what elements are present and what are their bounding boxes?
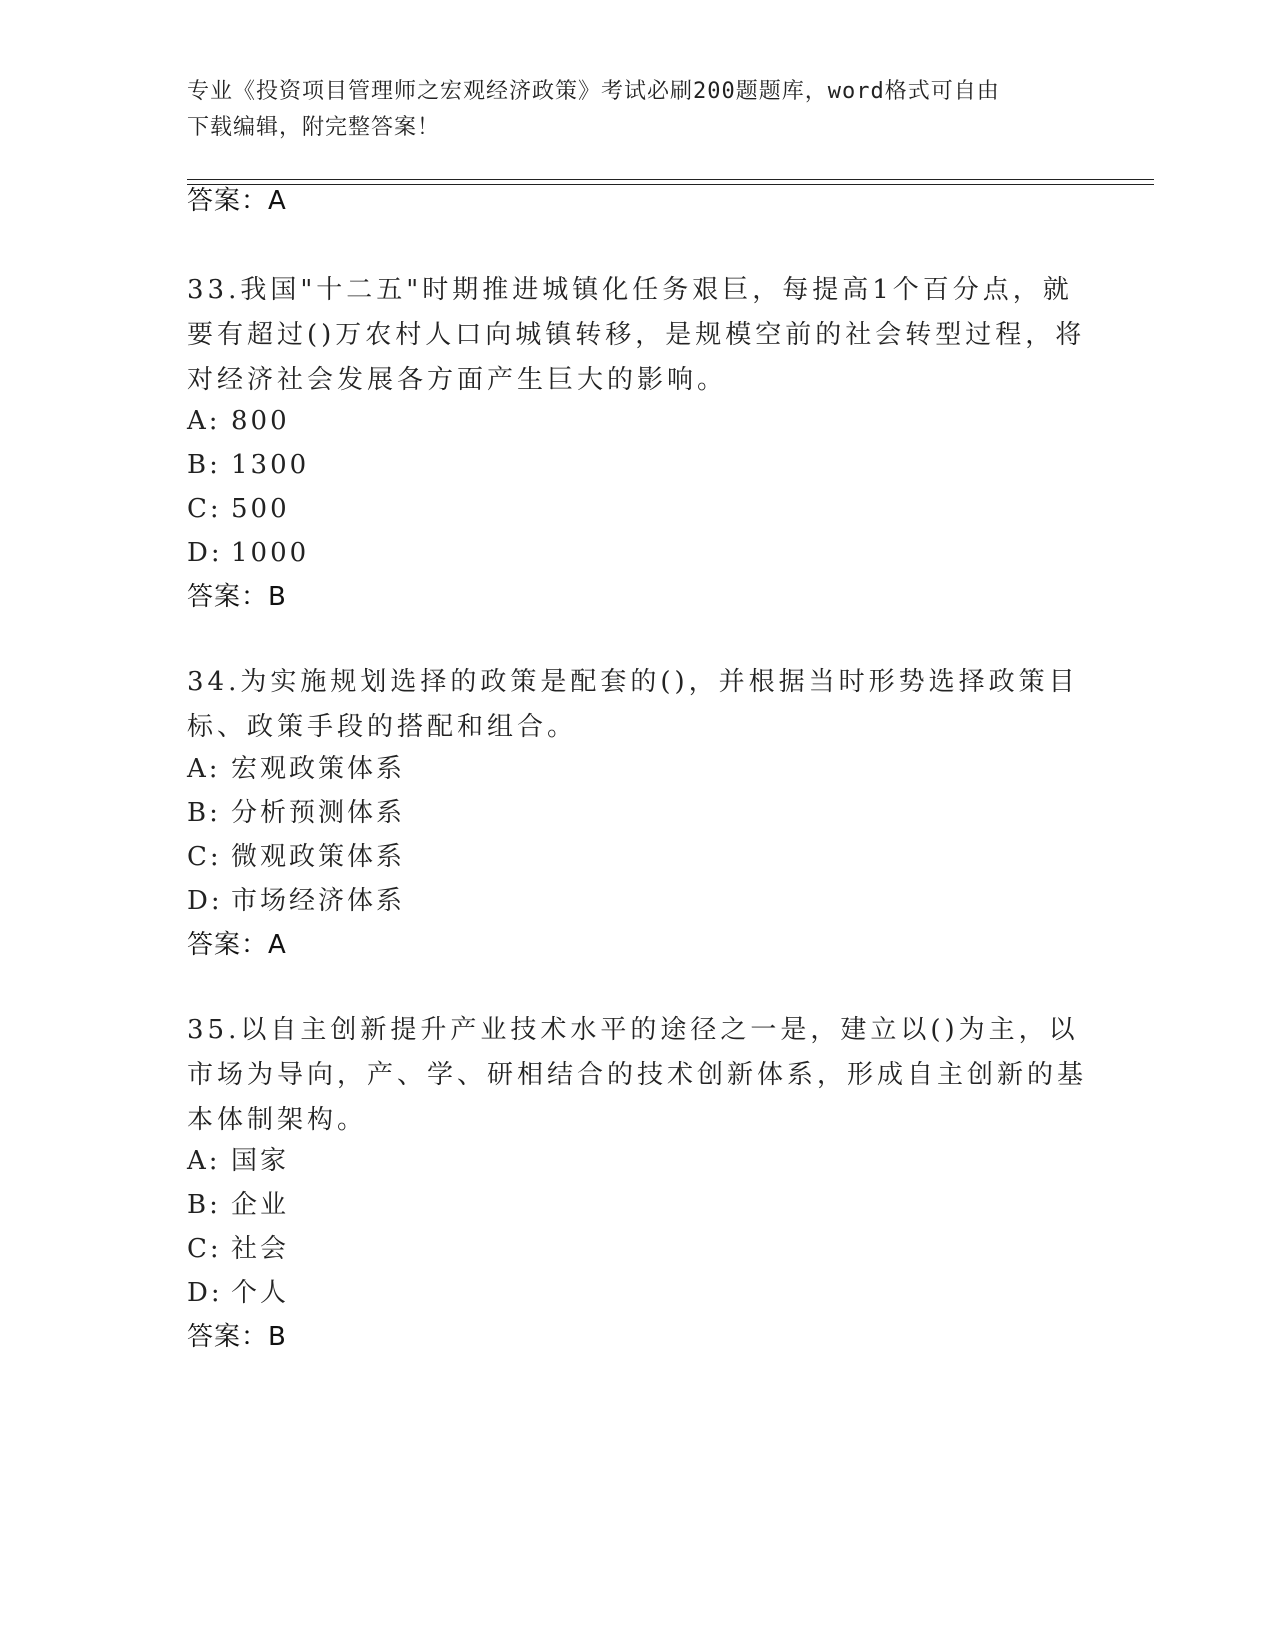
question-35-answer: 答案：B (187, 1322, 287, 1352)
option-key: C: (187, 1234, 222, 1264)
option-key: B: (187, 450, 221, 480)
option-text: 市场经济体系 (231, 886, 406, 916)
option-text: 1300 (231, 450, 310, 480)
option-key: B: (187, 798, 221, 828)
header-divider-top (187, 179, 1154, 180)
option-key: C: (187, 842, 222, 872)
question-34-text: 34.为实施规划选择的政策是配套的()，并根据当时形势选择政策目标、政策手段的搭配和组合。 (187, 667, 1079, 742)
option-key: D: (187, 1278, 223, 1308)
option-text: 微观政策体系 (231, 842, 406, 872)
question-33-text: 33.我国"十二五"时期推进城镇化任务艰巨，每提高1个百分点，就要有超过()万农村人口向城镇转移，是规模空前的社会转型过程，将对经济社会发展各方面产生巨大的影响。 (187, 275, 1086, 395)
option-key: C: (187, 494, 222, 524)
question-35-option-d (187, 1276, 289, 1310)
question-33-option-a (187, 404, 290, 438)
option-text: 个人 (231, 1278, 290, 1308)
option-key: A: (187, 1146, 221, 1176)
question-33-answer: 答案：B (187, 582, 287, 612)
option-key: B: (187, 1190, 221, 1220)
document-header (187, 74, 1067, 146)
header-divider-bottom (187, 184, 1154, 185)
question-34-option-c (187, 840, 405, 874)
question-34-answer: 答案：A (187, 930, 287, 960)
header-line-2: 下载编辑，附完整答案！ (187, 115, 441, 140)
question-35-option-a (187, 1144, 289, 1178)
option-text: 1000 (231, 538, 310, 568)
question-34-option-b (187, 796, 405, 830)
header-line-1: 专业《投资项目管理师之宏观经济政策》考试必刷200题题库，word格式可自由 (187, 79, 1000, 104)
question-34-option-d (187, 884, 405, 918)
option-text: 500 (231, 494, 290, 524)
question-35-text: 35.以自主创新提升产业技术水平的途径之一是，建立以()为主，以市场为导向，产、学、研相结合的技术创新体系，形成自主创新的基本体制架构。 (187, 1015, 1088, 1135)
question-33-option-d (187, 536, 309, 570)
previous-answer: 答案：A (187, 186, 287, 216)
question-35-option-b (187, 1188, 289, 1222)
option-text: 国家 (231, 1146, 290, 1176)
question-35-option-c (187, 1232, 289, 1266)
option-text: 企业 (231, 1190, 290, 1220)
option-text: 800 (231, 406, 290, 436)
option-key: D: (187, 538, 223, 568)
option-key: A: (187, 754, 221, 784)
question-33-option-c (187, 492, 290, 526)
option-key: D: (187, 886, 223, 916)
question-34-option-a (187, 752, 405, 786)
option-text: 宏观政策体系 (231, 754, 406, 784)
question-33-option-b (187, 448, 309, 482)
option-text: 社会 (231, 1234, 290, 1264)
option-text: 分析预测体系 (231, 798, 406, 828)
option-key: A: (187, 406, 221, 436)
